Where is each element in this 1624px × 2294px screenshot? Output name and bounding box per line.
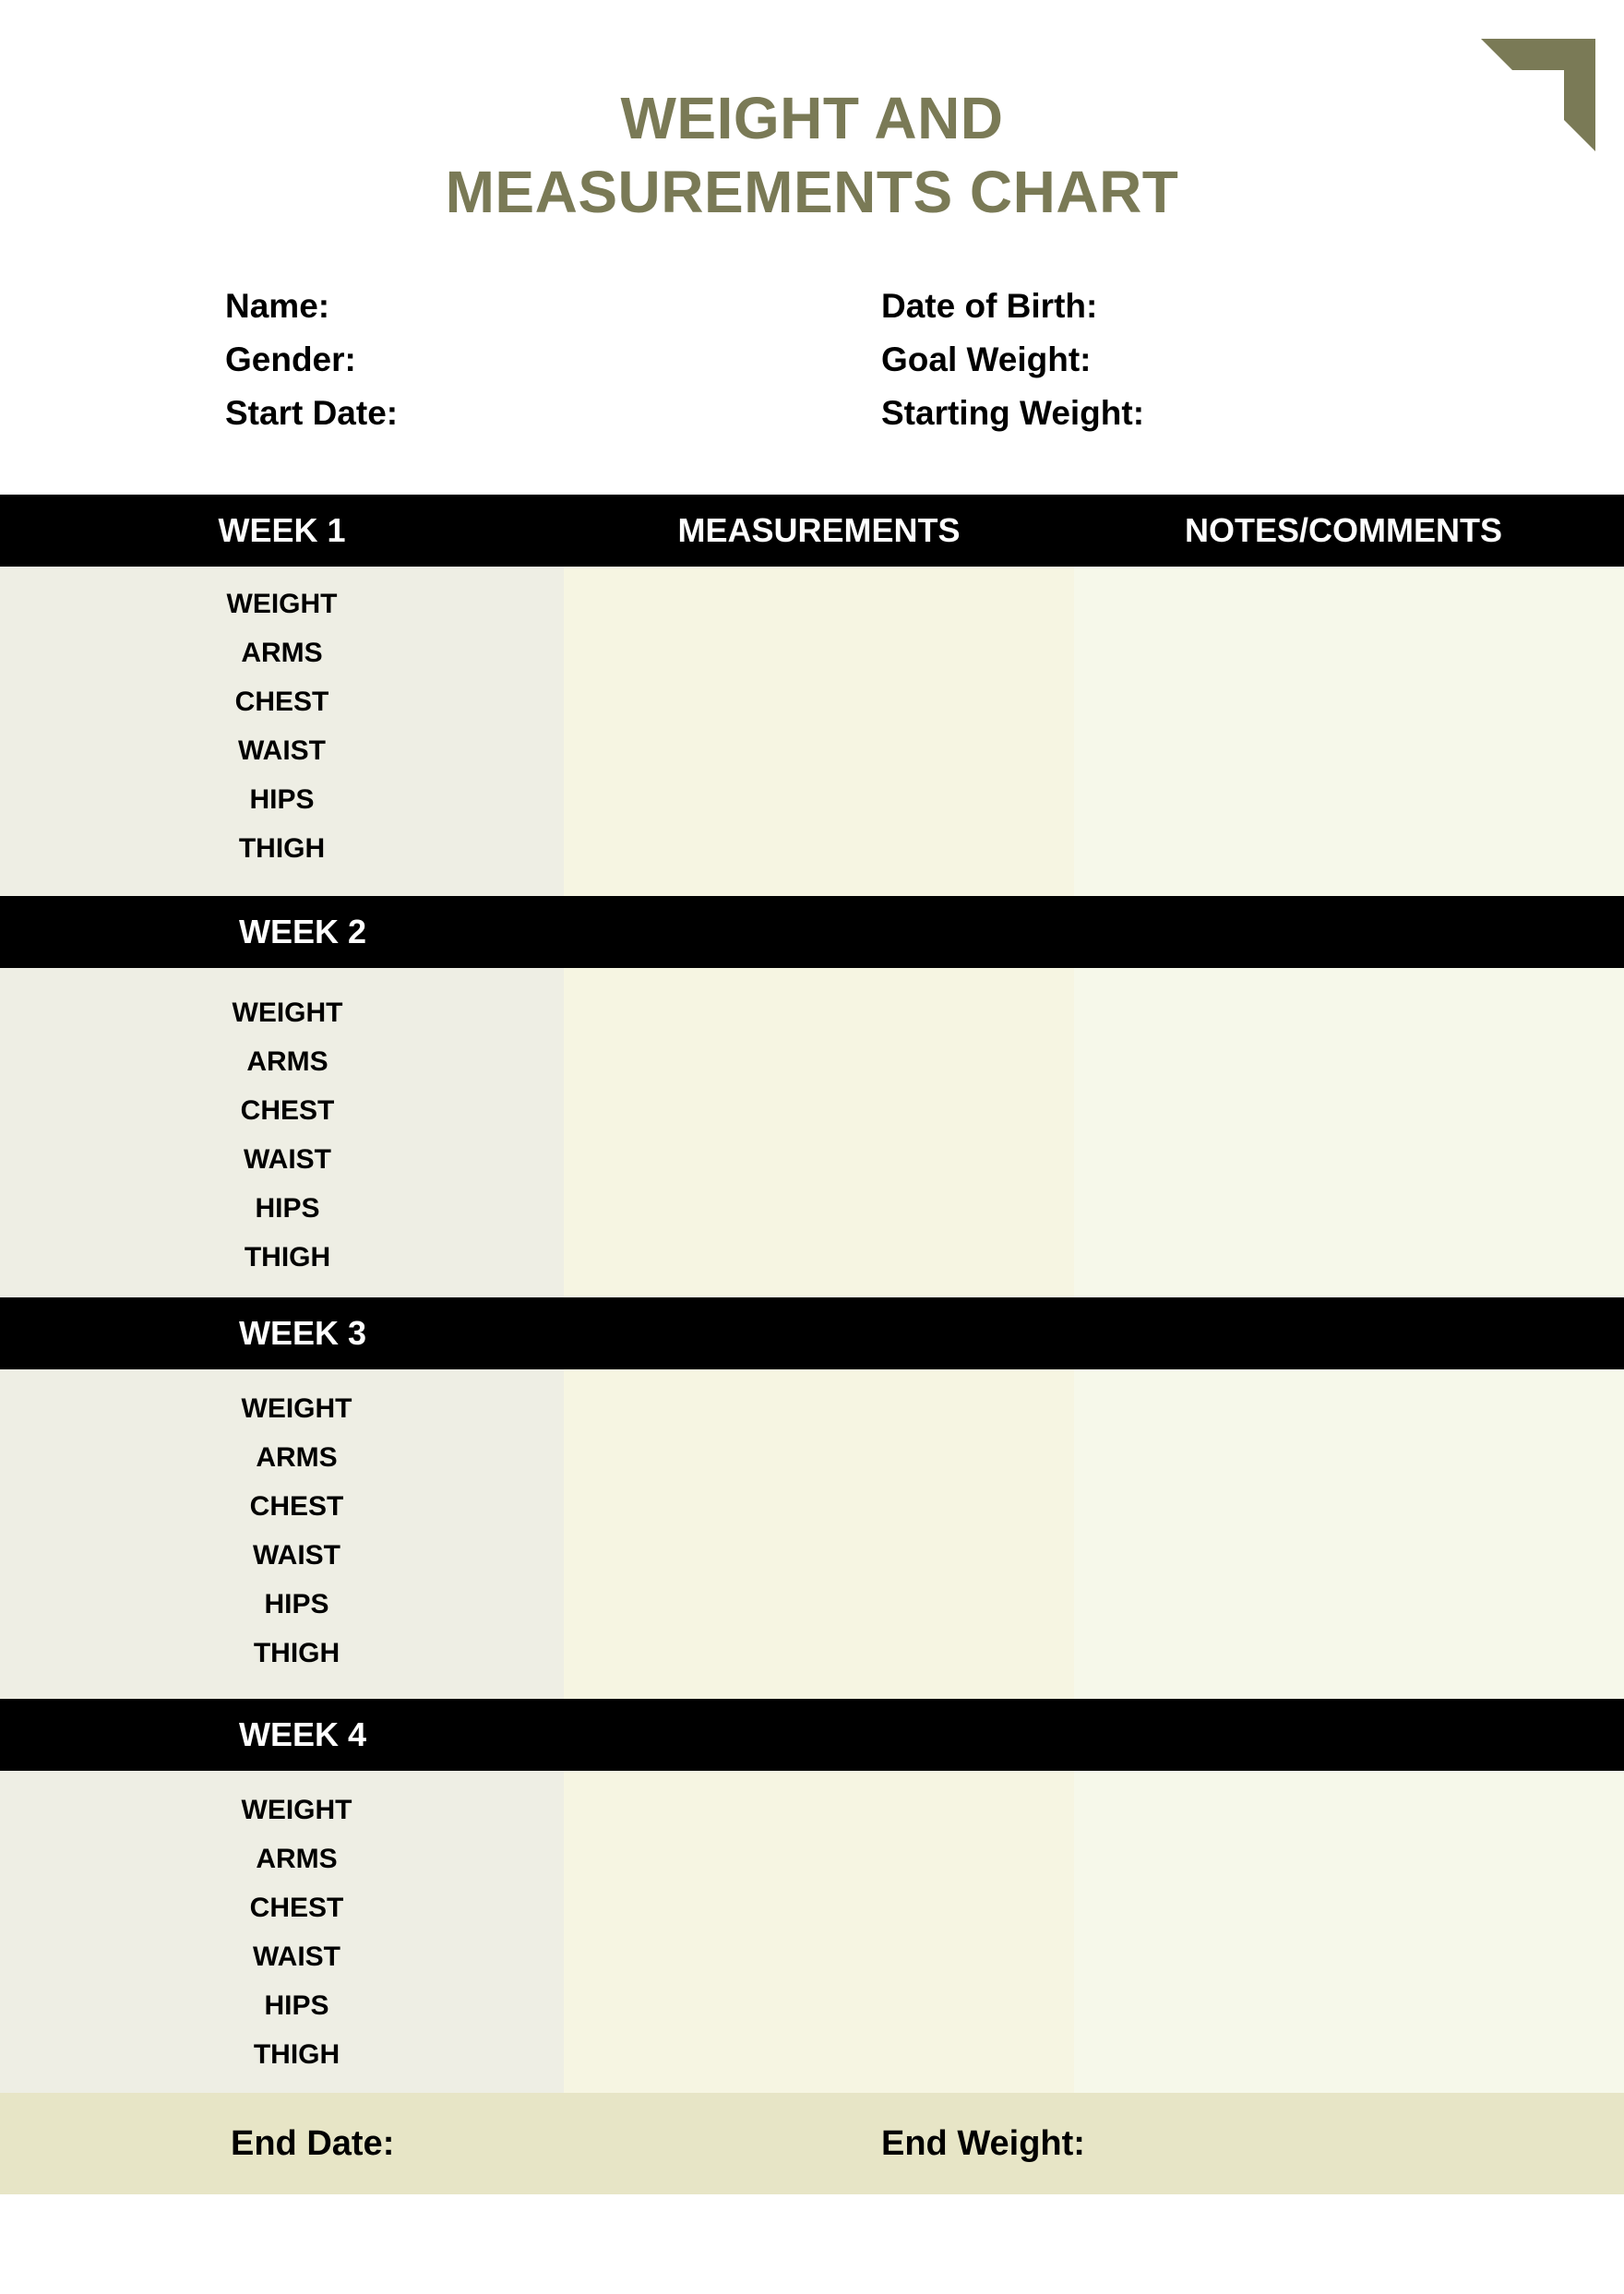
page-title-line-1: WEIGHT AND bbox=[620, 85, 1004, 151]
week-2-body bbox=[0, 968, 1624, 1297]
metric-thigh: THIGH bbox=[244, 1242, 331, 1272]
week-2-notes-cell[interactable] bbox=[1074, 968, 1624, 1297]
week-3-label: WEEK 3 bbox=[238, 1314, 367, 1352]
name-label: Name: bbox=[225, 287, 330, 325]
metric-chest: CHEST bbox=[249, 1893, 344, 1923]
metric-chest: CHEST bbox=[249, 1491, 344, 1522]
gender-label: Gender: bbox=[225, 341, 356, 378]
metric-weight: WEIGHT bbox=[241, 1393, 352, 1424]
week-4-measurements-cell[interactable] bbox=[564, 1771, 1074, 2100]
metric-chest: CHEST bbox=[240, 1095, 335, 1126]
metric-arms: ARMS bbox=[256, 1442, 338, 1473]
week-1-body bbox=[0, 567, 1624, 896]
goal-weight-label: Goal Weight: bbox=[881, 341, 1092, 378]
week-2-measurements-cell[interactable] bbox=[564, 968, 1074, 1297]
metric-weight: WEIGHT bbox=[226, 589, 338, 619]
week-2-metrics bbox=[6, 988, 569, 1282]
week-3-body bbox=[0, 1369, 1624, 1699]
week-3-notes-cell[interactable] bbox=[1074, 1369, 1624, 1699]
metric-arms: ARMS bbox=[256, 1844, 338, 1874]
week-3-metrics bbox=[15, 1384, 579, 1678]
week-1-measurements-cell[interactable] bbox=[564, 567, 1074, 896]
metric-weight: WEIGHT bbox=[241, 1795, 352, 1825]
week-2-header bbox=[0, 896, 1624, 968]
metric-waist: WAIST bbox=[238, 735, 326, 766]
week-3-measurements-cell[interactable] bbox=[564, 1369, 1074, 1699]
metric-thigh: THIGH bbox=[253, 1638, 340, 1668]
week-4-metrics bbox=[15, 1786, 579, 2079]
page-title-line-2: MEASUREMENTS CHART bbox=[445, 159, 1179, 225]
week-4-body bbox=[0, 1771, 1624, 2100]
week-3-header bbox=[0, 1297, 1624, 1369]
metric-arms: ARMS bbox=[246, 1046, 328, 1077]
week-4-label: WEEK 4 bbox=[238, 1715, 367, 1753]
metric-hips: HIPS bbox=[249, 784, 315, 815]
metric-waist: WAIST bbox=[253, 1540, 340, 1571]
measurements-table bbox=[0, 495, 1624, 2100]
page-title bbox=[0, 81, 1624, 229]
metric-thigh: THIGH bbox=[253, 2039, 340, 2070]
info-right-column bbox=[881, 280, 1144, 440]
end-weight-label: End Weight: bbox=[881, 2124, 1085, 2163]
week-1-header bbox=[0, 495, 1624, 567]
info-left-column bbox=[225, 280, 398, 440]
metric-weight: WEIGHT bbox=[232, 998, 343, 1028]
metric-hips: HIPS bbox=[264, 1589, 329, 1619]
metric-hips: HIPS bbox=[264, 1990, 329, 2021]
starting-weight-label: Starting Weight: bbox=[881, 394, 1145, 432]
metric-hips: HIPS bbox=[255, 1193, 320, 1224]
week-2-label: WEEK 2 bbox=[238, 913, 367, 950]
metric-arms: ARMS bbox=[241, 638, 323, 668]
week-1-metrics bbox=[0, 579, 564, 873]
end-date-label: End Date: bbox=[231, 2124, 395, 2163]
week-1-notes-cell[interactable] bbox=[1074, 567, 1624, 896]
metric-chest: CHEST bbox=[234, 687, 329, 717]
footer-bar bbox=[0, 2093, 1624, 2194]
metric-waist: WAIST bbox=[244, 1144, 331, 1175]
week-1-label: WEEK 1 bbox=[218, 511, 346, 549]
metric-waist: WAIST bbox=[253, 1942, 340, 1972]
week-4-notes-cell[interactable] bbox=[1074, 1771, 1624, 2100]
measurements-column-header: MEASUREMENTS bbox=[677, 511, 961, 549]
week-4-header bbox=[0, 1699, 1624, 1771]
metric-thigh: THIGH bbox=[238, 833, 326, 864]
start-date-label: Start Date: bbox=[225, 394, 399, 432]
notes-column-header: NOTES/COMMENTS bbox=[1184, 511, 1502, 549]
date-of-birth-label: Date of Birth: bbox=[881, 287, 1098, 325]
